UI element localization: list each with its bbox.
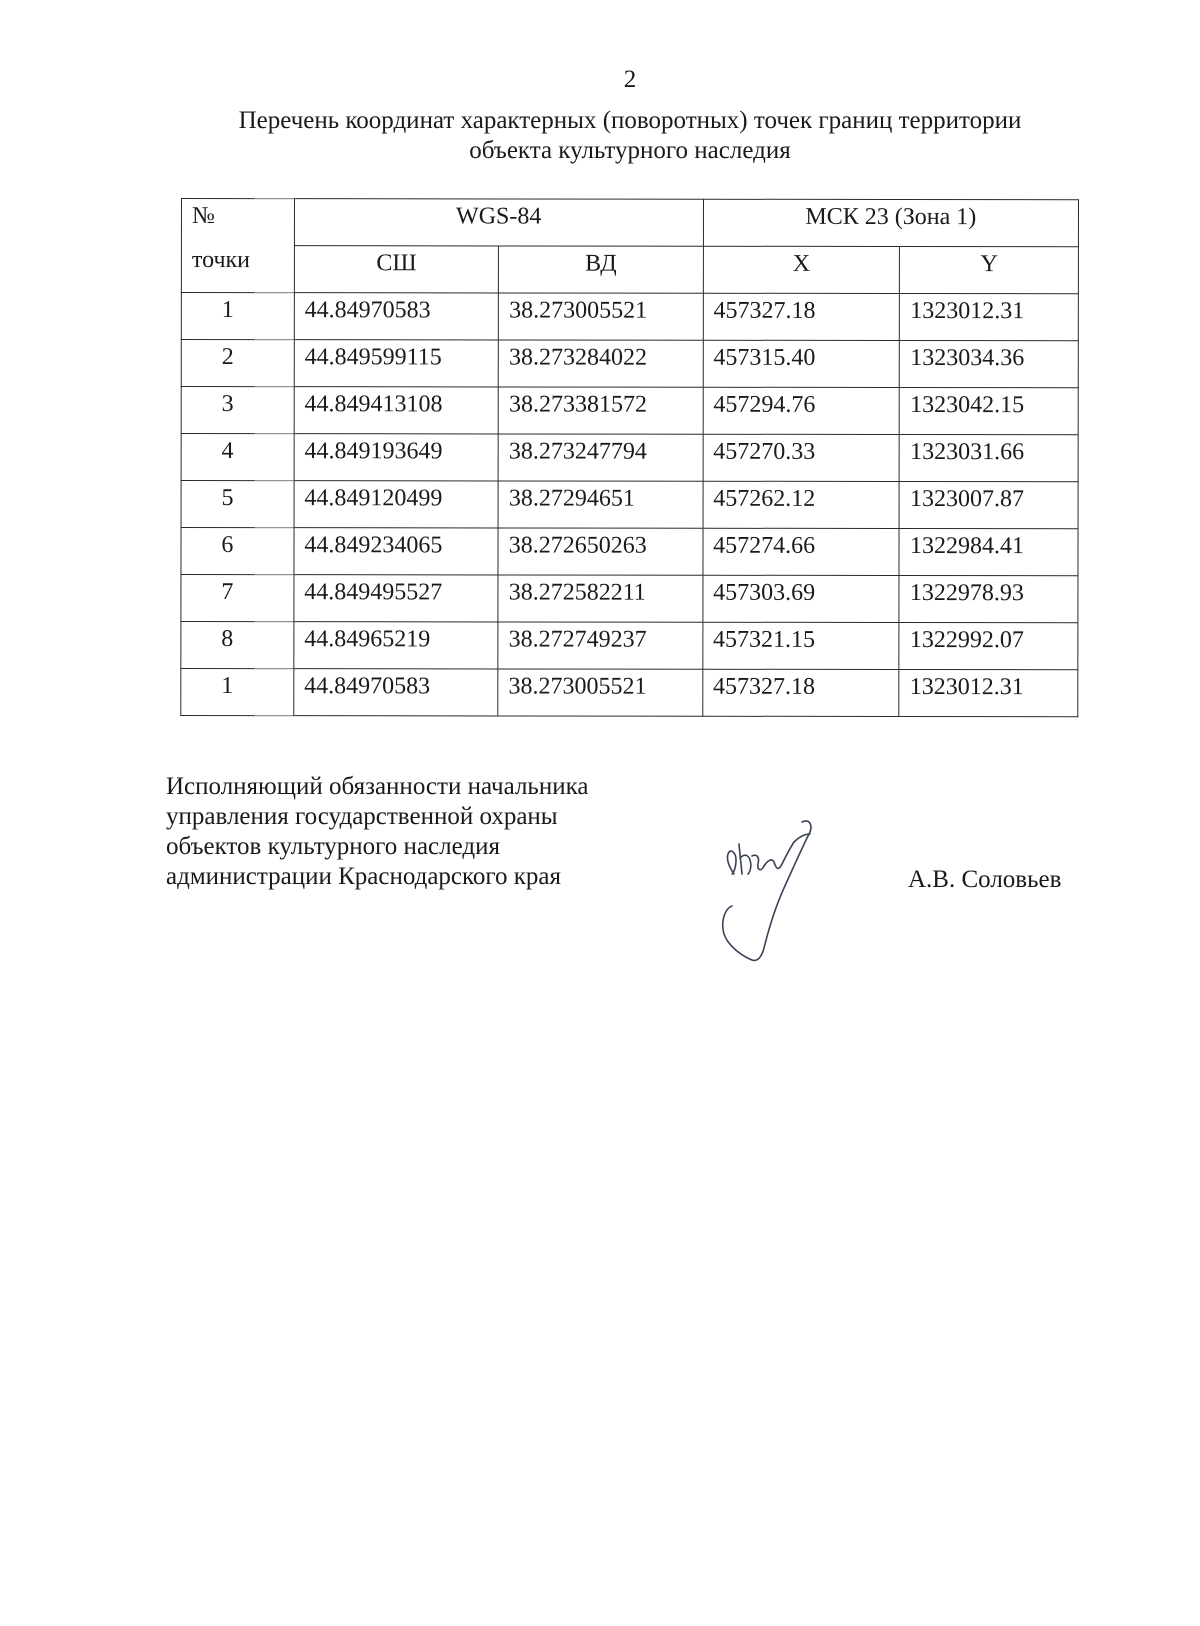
cell-x: 457294.76 bbox=[703, 387, 900, 434]
title-line-2: объекта культурного наследия bbox=[469, 137, 791, 164]
cell-longitude: 38.27294651 bbox=[498, 481, 702, 528]
cell-longitude: 38.273381572 bbox=[498, 387, 702, 434]
cell-y: 1322984.41 bbox=[899, 529, 1078, 576]
cell-longitude: 38.272582211 bbox=[498, 575, 702, 622]
cell-x: 457303.69 bbox=[703, 575, 900, 622]
header-number-sign: № bbox=[191, 203, 215, 230]
header-point-number bbox=[181, 199, 294, 293]
header-y: Y bbox=[900, 247, 1079, 294]
cell-y: 1323042.15 bbox=[900, 388, 1079, 435]
cell-x: 457327.18 bbox=[702, 669, 899, 716]
table-row bbox=[181, 622, 1078, 670]
signer-position-line-3: объектов культурного наследия bbox=[166, 833, 500, 860]
cell-latitude: 44.849234065 bbox=[294, 528, 498, 575]
cell-x: 457270.33 bbox=[703, 434, 900, 481]
cell-y: 1323007.87 bbox=[899, 482, 1078, 529]
cell-x: 457274.66 bbox=[703, 528, 900, 575]
cell-longitude: 38.272650263 bbox=[498, 528, 702, 575]
table-row bbox=[181, 293, 1078, 341]
signer-position-line-4: администрации Краснодарского края bbox=[166, 863, 562, 890]
table-row bbox=[181, 434, 1078, 482]
cell-point-number: 2 bbox=[181, 340, 294, 387]
cell-point-number: 7 bbox=[181, 575, 294, 622]
cell-x: 457262.12 bbox=[703, 481, 900, 528]
cell-latitude: 44.84970583 bbox=[294, 669, 498, 716]
header-wgs84: WGS-84 bbox=[294, 199, 703, 247]
table-row bbox=[181, 669, 1078, 717]
cell-y: 1323031.66 bbox=[900, 435, 1079, 482]
cell-point-number: 1 bbox=[181, 293, 294, 340]
table-row bbox=[181, 481, 1078, 529]
cell-longitude: 38.272749237 bbox=[498, 622, 702, 669]
cell-point-number: 5 bbox=[181, 481, 294, 528]
cell-longitude: 38.273247794 bbox=[498, 434, 702, 481]
handwritten-signature bbox=[706, 808, 836, 968]
cell-y: 1322992.07 bbox=[899, 623, 1078, 670]
table-header-row-2 bbox=[181, 246, 1078, 294]
cell-point-number: 1 bbox=[181, 669, 294, 716]
cell-longitude: 38.273284022 bbox=[498, 340, 702, 387]
cell-latitude: 44.849599115 bbox=[294, 340, 498, 387]
signer-position-line-1: Исполняющий обязанности начальника bbox=[166, 773, 589, 800]
table-row bbox=[181, 528, 1078, 576]
cell-y: 1323012.31 bbox=[899, 670, 1078, 717]
cell-point-number: 6 bbox=[181, 528, 294, 575]
cell-x: 457321.15 bbox=[702, 622, 899, 669]
cell-latitude: 44.849193649 bbox=[294, 434, 498, 481]
cell-latitude: 44.849120499 bbox=[294, 481, 498, 528]
cell-latitude: 44.84970583 bbox=[294, 293, 498, 340]
cell-y: 1323012.31 bbox=[900, 294, 1079, 341]
cell-latitude: 44.849495527 bbox=[294, 575, 498, 622]
header-msk23: МСК 23 (Зона 1) bbox=[703, 199, 1078, 247]
signer-position-line-2: управления государственной охраны bbox=[166, 803, 558, 830]
document-title bbox=[190, 106, 1070, 166]
header-latitude: СШ bbox=[294, 246, 498, 293]
header-longitude: ВД bbox=[499, 246, 703, 293]
cell-y: 1323034.36 bbox=[900, 341, 1079, 388]
cell-latitude: 44.84965219 bbox=[294, 622, 498, 669]
signer-name: А.В. Соловьев bbox=[908, 866, 1062, 893]
header-point-label: точки bbox=[191, 247, 251, 274]
cell-x: 457327.18 bbox=[703, 293, 900, 340]
table-row bbox=[181, 340, 1078, 388]
title-line-1: Перечень координат характерных (поворотных) точек границ территории bbox=[238, 107, 1022, 134]
cell-latitude: 44.849413108 bbox=[294, 387, 498, 434]
cell-y: 1322978.93 bbox=[899, 576, 1078, 623]
cell-point-number: 3 bbox=[181, 387, 294, 434]
cell-longitude: 38.273005521 bbox=[499, 293, 703, 340]
cell-point-number: 8 bbox=[181, 622, 294, 669]
cell-x: 457315.40 bbox=[703, 340, 900, 387]
signer-position bbox=[166, 772, 588, 892]
cell-longitude: 38.273005521 bbox=[498, 669, 702, 716]
table-header-row-1 bbox=[181, 199, 1078, 247]
cell-point-number: 4 bbox=[181, 434, 294, 481]
table-row bbox=[181, 575, 1078, 623]
page-number: 2 bbox=[623, 66, 637, 93]
header-x: X bbox=[703, 246, 900, 293]
coordinates-table bbox=[180, 198, 1079, 717]
table-row bbox=[181, 387, 1078, 435]
